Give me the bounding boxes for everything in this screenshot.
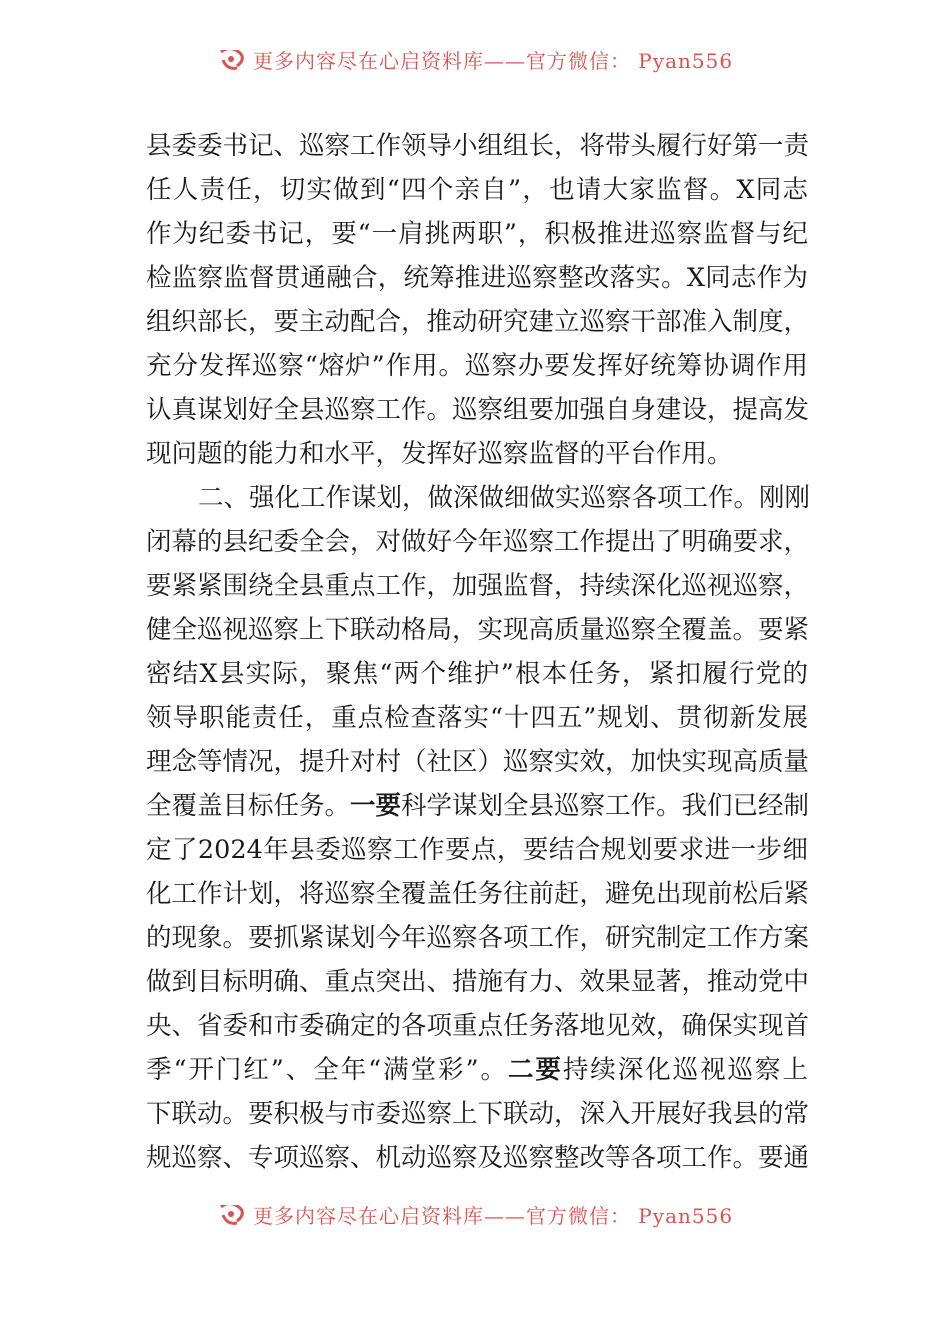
text-segment: 持续深化巡视巡察上 <box>562 1055 808 1085</box>
footer-watermark <box>0 1205 950 1241</box>
text-line: 认真谋划好全县巡察工作。巡察组要加强自身建设，提高发 <box>146 395 810 425</box>
text-line: 下联动。要积极与市委巡察上下联动，深入开展好我县的常 <box>146 1099 810 1129</box>
watermark-text: 更多内容尽在心启资料库——官方微信： Pyan556 <box>252 1205 734 1228</box>
text-segment: 全覆盖目标任务。 <box>146 791 351 821</box>
text-segment: 科学谋划全县巡察工作。我们已经制 <box>401 791 810 821</box>
text-line: 检监察监督贯通融合，统筹推进巡察整改落实。X同志作为 <box>146 263 808 293</box>
text-segment: 季“开门红”、全年“满堂彩”。 <box>146 1055 508 1085</box>
text-line: 定了2024年县委巡察工作要点，要结合规划要求进一步细 <box>146 835 808 865</box>
text-line: 县委委书记、巡察工作领导小组组长，将带头履行好第一责 <box>146 131 810 161</box>
section-heading-line: 二、强化工作谋划，做深做细做实巡察各项工作。刚刚 <box>198 483 811 513</box>
text-line: 做到目标明确、重点突出、措施有力、效果显著，推动党中 <box>146 967 810 997</box>
text-line: 化工作计划，将巡察全覆盖任务往前赶，避免出现前松后紧 <box>146 879 810 909</box>
text-line: 规巡察、专项巡察、机动巡察及巡察整改等各项工作。要通 <box>146 1143 810 1173</box>
text-line: 领导职能责任，重点检查落实“十四五”规划、贯彻新发展 <box>146 703 808 733</box>
text-line: 现问题的能力和水平，发挥好巡察监督的平台作用。 <box>146 439 733 469</box>
document-body <box>146 124 811 1180</box>
text-line: 任人责任，切实做到“四个亲自”，也请大家监督。X同志 <box>146 175 808 205</box>
text-line <box>146 1048 808 1092</box>
text-line: 闭幕的县纪委全会，对做好今年巡察工作提出了明确要求， <box>146 527 810 557</box>
text-line: 充分发挥巡察“熔炉”作用。巡察办要发挥好统筹协调作用 <box>146 351 808 381</box>
bold-keyword: 一要 <box>350 791 402 821</box>
text-line: 密结X县实际，聚焦“两个维护”根本任务，紧扣履行党的 <box>146 659 808 689</box>
header-watermark <box>0 50 950 86</box>
text-line: 作为纪委书记，要“一肩挑两职”，积极推进巡察监督与纪 <box>146 219 808 249</box>
text-line: 健全巡视巡察上下联动格局，实现高质量巡察全覆盖。要紧 <box>146 615 810 645</box>
text-line: 的现象。要抓紧谋划今年巡察各项工作，研究制定工作方案 <box>146 923 810 953</box>
bold-keyword: 二要 <box>507 1055 563 1085</box>
watermark-logo-icon <box>217 50 247 72</box>
watermark-text: 更多内容尽在心启资料库——官方微信： Pyan556 <box>252 50 734 73</box>
text-line: 组织部长，要主动配合，推动研究建立巡察干部准入制度， <box>146 307 810 337</box>
watermark-logo-icon <box>217 1205 247 1227</box>
text-line: 理念等情况，提升对村（社区）巡察实效，加快实现高质量 <box>146 747 810 777</box>
text-line <box>146 784 808 828</box>
text-line: 央、省委和市委确定的各项重点任务落地见效，确保实现首 <box>146 1011 810 1041</box>
text-line: 要紧紧围绕全县重点工作，加强监督，持续深化巡视巡察， <box>146 571 810 601</box>
